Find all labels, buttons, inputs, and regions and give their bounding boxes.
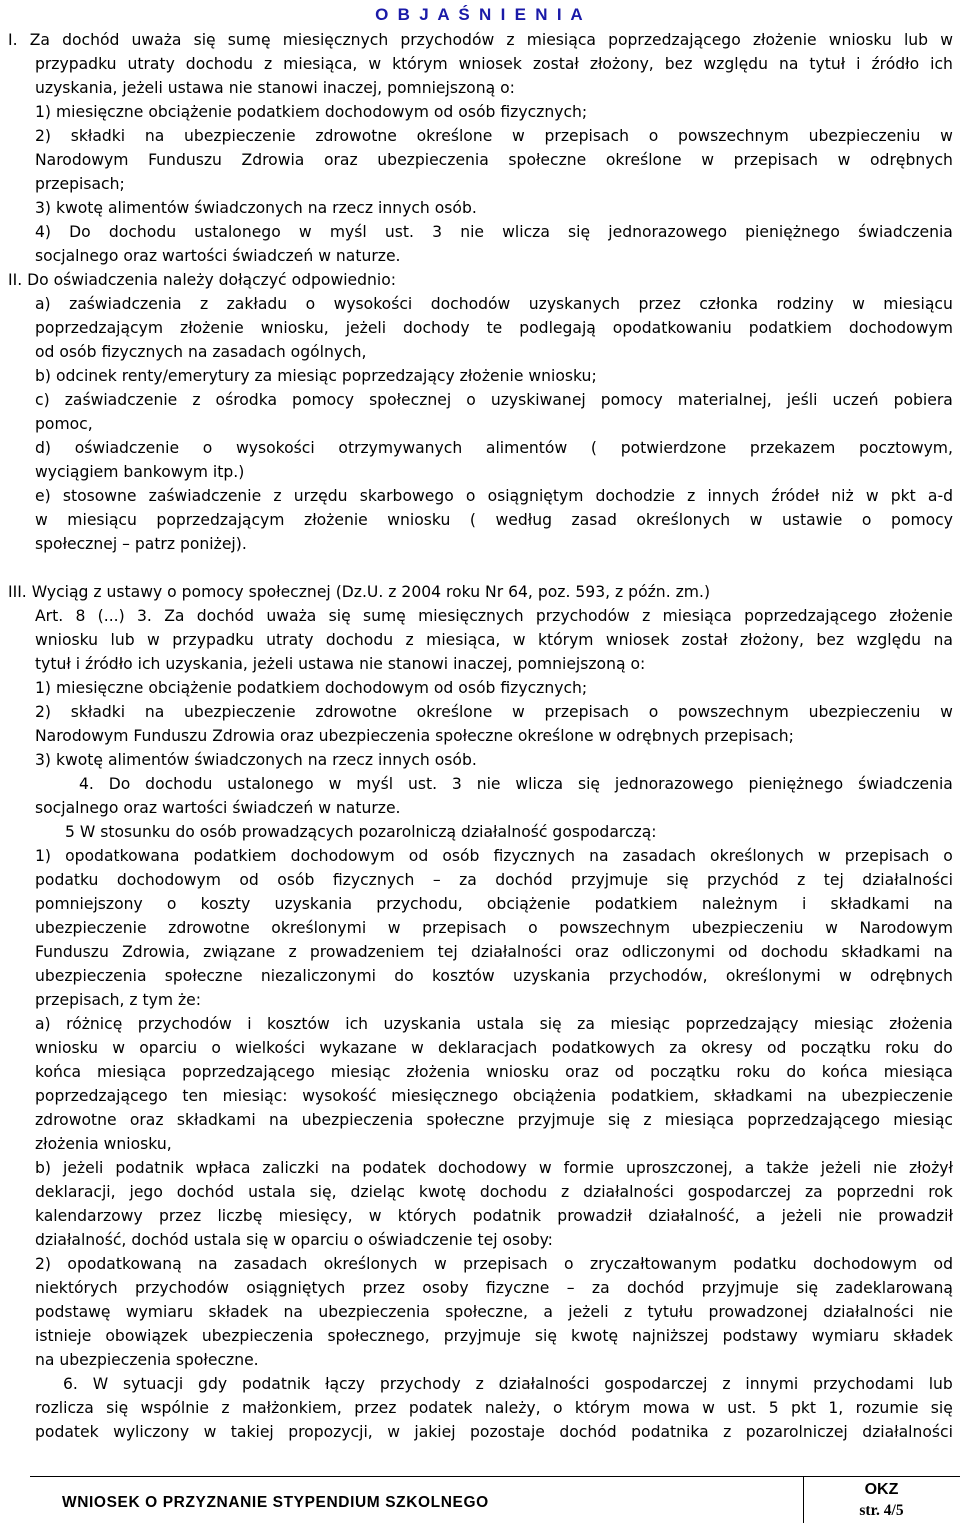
text-line: społecznej – patrz poniżej). xyxy=(35,535,247,553)
text-line: niektórych przychodów osiągniętych przez osoby fizyczne – za dochód przyjmuje się zadeklarowaną xyxy=(35,1279,953,1297)
text-line: podatku dochodowym od osób fizycznych – za dochód przyjmuje się przychód z tej działalności xyxy=(35,871,953,889)
text-line: złożenia wniosku, xyxy=(35,1135,172,1153)
text-line: na ubezpieczenia społeczne. xyxy=(35,1351,259,1369)
text-line: b) jeżeli podatnik wpłaca zaliczki na podatek dochodowy w formie uproszczonej, a także jeżeli nie złożył xyxy=(35,1159,953,1177)
text-line: Funduszu Zdrowia, związane z prowadzeniem tej działalności oraz odliczonymi od dochodu składkami na xyxy=(35,943,953,961)
footer-form-title: WNIOSEK O PRZYZNANIE STYPENDIUM SZKOLNEGO xyxy=(62,1494,489,1511)
page-title: O B J A Ś N I E N I A xyxy=(375,5,585,24)
text-line: d) oświadczenie o wysokości otrzymywanych alimentów ( potwierdzone przekazem pocztowym, xyxy=(35,439,953,457)
text-line: rozlicza się wspólnie z małżonkiem, przez podatek należy, o którym mowa w ust. 5 pkt 1, rozumie się xyxy=(35,1399,953,1417)
text-line: socjalnego oraz wartości świadczeń w naturze. xyxy=(35,799,401,817)
footer-code: OKZ xyxy=(864,1481,899,1498)
text-line: poprzedzającego ten miesiąc: wysokość miesięcznego obciążenia podatkiem, składkami na ubezpieczenie xyxy=(35,1087,953,1105)
text-line: podatek wyliczony w takiej propozycji, w jakiej pozostaje dochód podatnika z pozarolniczej działalności xyxy=(35,1423,953,1441)
text-line: a) różnicę przychodów i kosztów ich uzyskania ustala się za miesiąc poprzedzający miesiąc złożenia xyxy=(35,1015,953,1033)
text-line: 1) miesięczne obciążenie podatkiem dochodowym od osób fizycznych; xyxy=(35,679,588,697)
text-line: Art. 8 (...) 3. Za dochód uważa się sumę miesięcznych przychodów z miesiąca poprzedzającego złożenie xyxy=(35,607,953,625)
text-line: uzyskania, jeżeli ustawa nie stanowi inaczej, pomniejszoną o: xyxy=(35,79,515,97)
text-line: przepisach, z tym że: xyxy=(35,991,202,1009)
text-line: 1) opodatkowana podatkiem dochodowym od osób fizycznych na zasadach określonych w przepisach o xyxy=(35,847,953,865)
text-line: e) stosowne zaświadczenie z urzędu skarbowego o osiągniętym dochodzie z innych źródeł niż w pkt a-d xyxy=(35,487,953,505)
text-line: deklaracji, jego dochód ustala się, dzieląc kwotę dochodu z działalności gospodarczej za poprzedni rok xyxy=(35,1183,953,1201)
text-line: wniosku lub w przypadku utraty dochodu z miesiąca, w którym wniosek został złożony, bez względu na xyxy=(35,631,953,649)
footer-divider xyxy=(30,1476,960,1477)
text-line: ubezpieczenia społeczne niezaliczonymi do kosztów uzyskania przychodów, określonymi w odrębnych xyxy=(35,967,953,985)
text-line: ubezpieczenie zdrowotne określonymi w przepisach o powszechnym ubezpieczeniu w Narodowym xyxy=(35,919,953,937)
text-line: kalendarzowy przez liczbę miesięcy, w których podatnik prowadził działalność, a jeżeli nie prowadził xyxy=(35,1207,953,1225)
text-line: wniosku w oparciu o wielkości wykazane w deklaracjach podatkowych za okresy od początku roku do xyxy=(35,1039,953,1057)
text-line: poprzedzającym złożenie wniosku, jeżeli dochody te podlegają opodatkowaniu podatkiem dochodowym xyxy=(35,319,953,337)
text-line: 3) kwotę alimentów świadczonych na rzecz innych osób. xyxy=(35,199,477,217)
text-line: 4) Do dochodu ustalonego w myśl ust. 3 nie wlicza się jednorazowego pieniężnego świadczenia xyxy=(35,223,953,241)
text-line: pomoc, xyxy=(35,415,93,433)
text-line: tytuł i źródło ich uzyskania, jeżeli ustawa nie stanowi inaczej, pomniejszoną o: xyxy=(35,655,646,673)
text-line: końca miesiąca poprzedzającego miesiąc złożenia wniosku oraz od początku roku do końca miesiąca xyxy=(35,1063,953,1081)
text-line: c) zaświadczenie z ośrodka pomocy społecznej o uzyskiwanej pomocy materialnej, jeśli uczeń pobiera xyxy=(35,391,953,409)
text-line: pomniejszony o koszty uzyskania przychodu, obciążenie podatkiem należnym i składkami na xyxy=(35,895,953,913)
text-line: a) zaświadczenia z zakładu o wysokości dochodów uzyskanych przez członka rodziny w miesiącu xyxy=(35,295,953,313)
text-line: zdrowotne oraz składkami na ubezpieczenia społeczne przyjmuje się z miesiąca poprzedzającego miesiąc xyxy=(35,1111,953,1129)
text-line: socjalnego oraz wartości świadczeń w naturze. xyxy=(35,247,401,265)
text-line: przepisach; xyxy=(35,175,125,193)
footer-page-number: str. 4/5 xyxy=(859,1502,904,1519)
text-line: wyciągiem bankowym itp.) xyxy=(35,463,245,481)
text-line: Narodowym Funduszu Zdrowia oraz ubezpieczenia społeczne określone w odrębnych przepisach; xyxy=(35,727,794,745)
text-line: przypadku utraty dochodu z miesiąca, w którym wniosek został złożony, bez względu na tytuł i źródło ich xyxy=(35,55,953,73)
text-line: 2) składki na ubezpieczenie zdrowotne określone w przepisach o powszechnym ubezpieczeniu w xyxy=(35,127,953,145)
text-line: podstawę wymiaru składek na ubezpieczenia społeczne, a jeżeli z tytułu prowadzonej działalności nie xyxy=(35,1303,953,1321)
text-line: działalność, dochód ustala się w oparciu o oświadczenie tej osoby: xyxy=(35,1231,553,1249)
text-line: III. Wyciąg z ustawy o pomocy społecznej (Dz.U. z 2004 roku Nr 64, poz. 593, z późn. zm.) xyxy=(8,583,711,601)
text-line: istnieje obowiązek ubezpieczenia społecznego, przyjmuje się kwotę najniższej podstawy wymiaru składek xyxy=(35,1327,953,1345)
text-line: 1) miesięczne obciążenie podatkiem dochodowym od osób fizycznych; xyxy=(35,103,588,121)
text-line: 5 W stosunku do osób prowadzących pozarolniczą działalność gospodarczą: xyxy=(65,823,657,841)
text-line: 6. W sytuacji gdy podatnik łączy przychody z działalności gospodarczej z innymi przychodami lub xyxy=(63,1375,953,1393)
text-line: 4. Do dochodu ustalonego w myśl ust. 3 nie wlicza się jednorazowego pieniężnego świadczenia xyxy=(79,775,953,793)
text-line: II. Do oświadczenia należy dołączyć odpowiednio: xyxy=(8,271,397,289)
text-line: w miesiącu poprzedzającym złożenie wniosku ( według zasad określonych w ustawie o pomocy xyxy=(35,511,953,529)
text-line: Narodowym Funduszu Zdrowia oraz ubezpieczenia społeczne określone w przepisach w odrębnych xyxy=(35,151,953,169)
text-line: od osób fizycznych na zasadach ogólnych, xyxy=(35,343,367,361)
text-line: 3) kwotę alimentów świadczonych na rzecz innych osób. xyxy=(35,751,477,769)
text-line: b) odcinek renty/emerytury za miesiąc poprzedzający złożenie wniosku; xyxy=(35,367,597,385)
text-line: 2) składki na ubezpieczenie zdrowotne określone w przepisach o powszechnym ubezpieczeniu w xyxy=(35,703,953,721)
text-line: 2) opodatkowaną na zasadach określonych w przepisach o zryczałtowanym podatku dochodowym od xyxy=(35,1255,953,1273)
text-line: I. Za dochód uważa się sumę miesięcznych przychodów z miesiąca poprzedzającego złożenie wniosku lub w xyxy=(8,31,953,49)
